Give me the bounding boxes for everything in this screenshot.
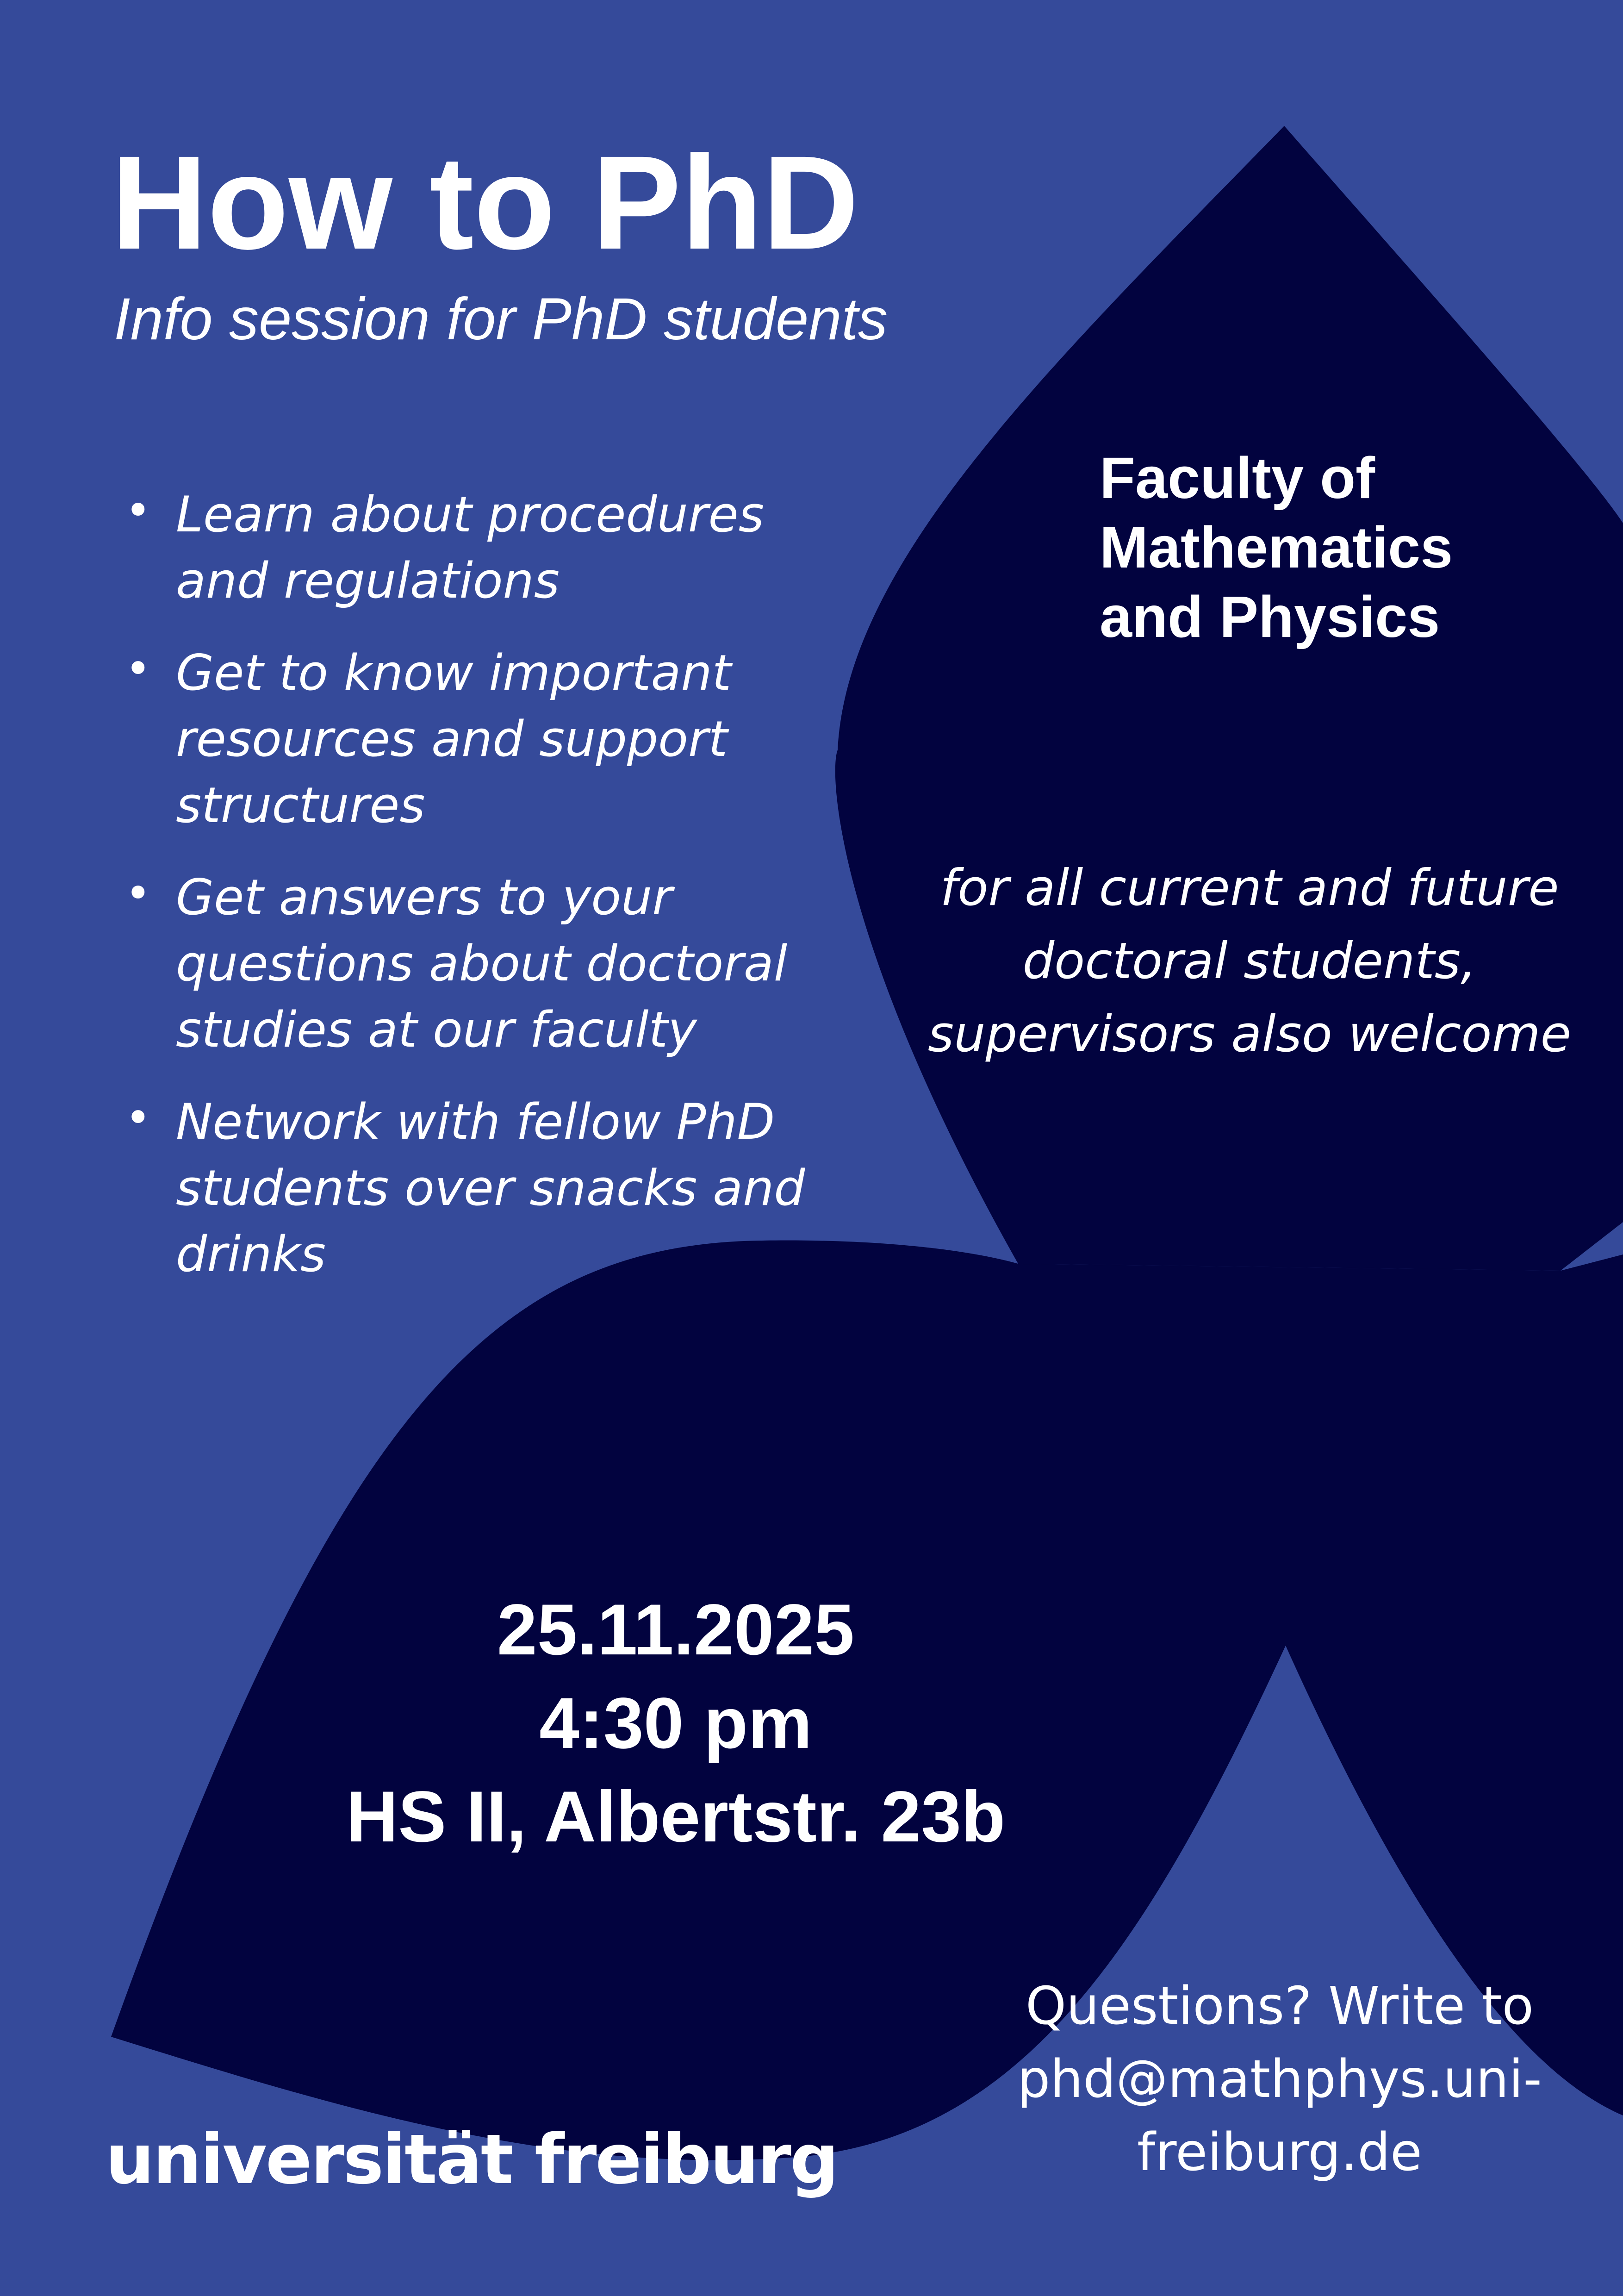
benefit-item: • Get answers to your questions about doctoral studies at our faculty [125, 864, 847, 1063]
benefits-list [125, 481, 847, 1313]
contact-info: Questions? Write to phd@mathphys.uni-freiburg.de [1017, 1976, 1542, 2183]
event-details [259, 1583, 1092, 1864]
faculty-name: Faculty of Mathematics and Physics [1100, 445, 1453, 649]
benefit-item: • Learn about procedures and regulations [125, 481, 847, 614]
poster-subtitle: Info session for PhD students [114, 286, 888, 352]
event-time: 4:30 pm [539, 1683, 812, 1764]
poster-title: How to PhD [111, 128, 859, 277]
benefit-item: • Network with fellow PhD students over snacks and drinks [125, 1089, 847, 1287]
event-date: 25.11.2025 [497, 1590, 855, 1670]
university-logo: universität freiburg [106, 2120, 838, 2199]
audience-note: for all current and future doctoral students, supervisors also welcome [927, 859, 1572, 1063]
upper-drop-shape [835, 126, 1623, 1271]
event-location: HS II, Albertstr. 23b [346, 1777, 1006, 1857]
benefit-item: • Get to know important resources and support structures [125, 640, 847, 838]
